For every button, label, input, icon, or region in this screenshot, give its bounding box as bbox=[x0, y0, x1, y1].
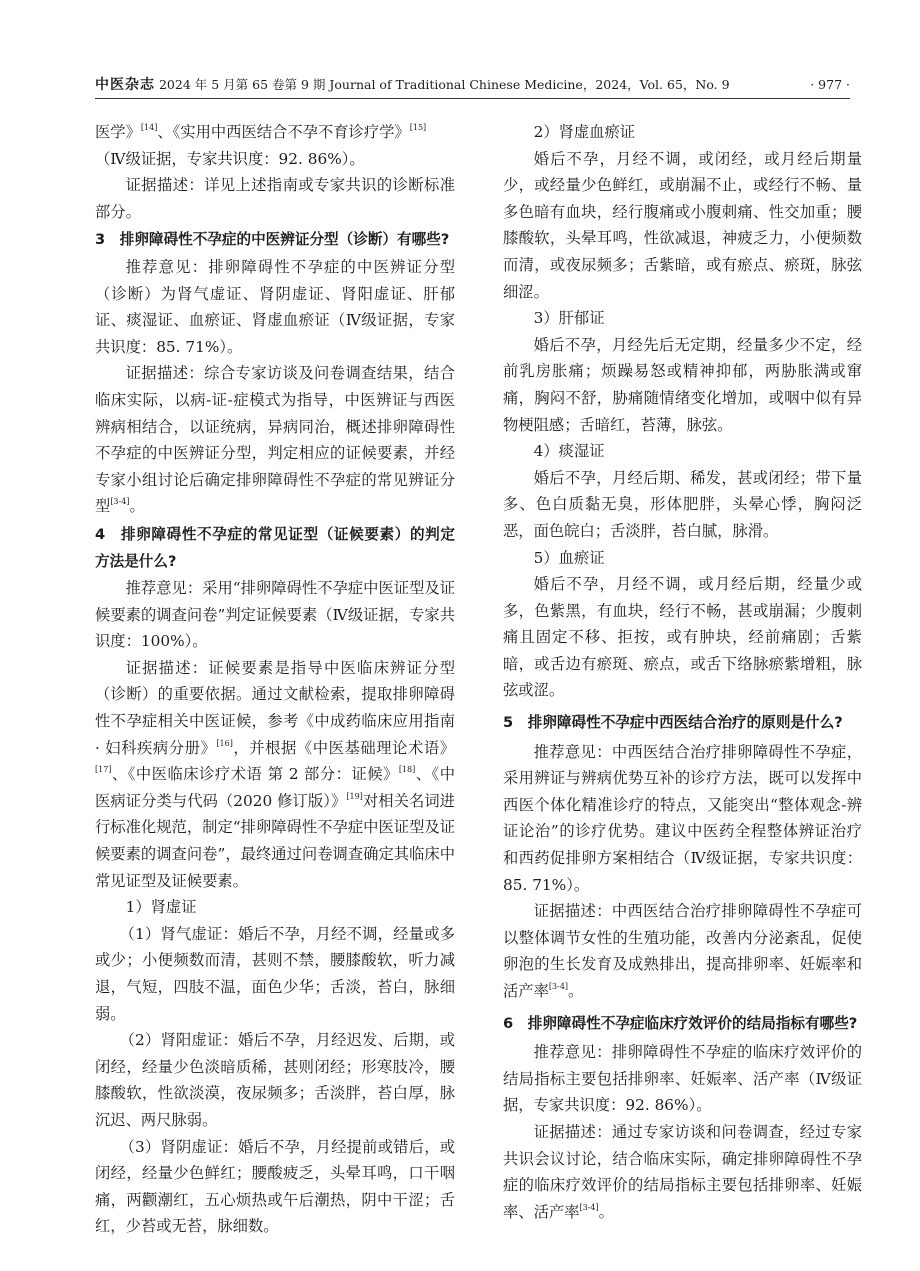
section-heading-3: 3 排卵障碍性不孕症的中医辨证分型（诊断）有哪些? bbox=[95, 231, 450, 249]
paragraph-refs: 医学》[14]、《实用中西医结合不孕不育诊疗学》[15] （Ⅳ级证据，专家共识度：92. 86%）。 bbox=[95, 123, 427, 168]
running-header bbox=[95, 76, 850, 99]
evidence-paragraph: 证据描述：综合专家访谈及问卷调查结果，结合临床实际，以病-证-症模式为指导，中医辨证与西医辨病相结合，以证统病，异病同治，概述排卵障碍性不孕症的中医辨证分型，判定相应的证候要素，并经专家小组讨论后确定排卵障碍性不孕症的常见辨证分型[3-4]。 bbox=[95, 364, 455, 516]
subsection-label: 4）痰湿证 bbox=[533, 442, 605, 461]
syndrome-description: 婚后不孕，月经不调，或月经后期，经量少或多，色紫黑，有血块，经行不畅，甚或崩漏；少腹刺痛且固定不移、拒按，或有肿块，经前痛剧；舌紫暗，或舌边有瘀斑、瘀点，或舌下络脉瘀紫增粗，脉弦或涩。 bbox=[503, 575, 862, 700]
left-column bbox=[95, 119, 455, 1240]
citation: [18] bbox=[398, 765, 416, 775]
citation: [16] bbox=[216, 738, 233, 748]
recommendation-paragraph: 推荐意见：排卵障碍性不孕症的中医辨证分型（诊断）为肾气虚证、肾阴虚证、肾阳虚证、肝郁证、痰湿证、血瘀证、肾虚血瘀证（Ⅳ级证据，专家共识度：85. 71%）。 bbox=[95, 257, 455, 356]
syndrome-description: （3）肾阴虚证：婚后不孕，月经提前或错后，或闭经，经量少色鲜红；腰酸疲乏，头晕耳鸣，口干咽痛，两颧潮红，五心烦热或午后潮热，阴中干涩；舌红，少苔或无苔，脉细数。 bbox=[95, 1137, 455, 1236]
recommendation-paragraph: 推荐意见：中西医结合治疗排卵障碍性不孕症，采用辨证与辨病优势互补的诊疗方法，既可以发挥中西医个体化精准诊疗的特点，又能突出“整体观念-辨证论治”的诊疗优势。建议中医药全程整体辨证治疗和西药促排卵方案相结合（Ⅳ级证据，专家共识度：85. 71%）。 bbox=[503, 742, 862, 894]
citation: [15] bbox=[409, 123, 427, 132]
journal-info: 2024 年 5 月第 65 卷第 9 期 Journal of Traditional Chinese Medicine，2024，Vol. 65，No. 9 bbox=[158, 77, 730, 92]
syndrome-description: 婚后不孕，月经不调，或闭经，或月经后期量少，或经量少色鲜红，或崩漏不止，或经行不畅、量多色暗有血块，经行腹痛或小腹刺痛、性交加重；腰膝酸软，头晕耳鸣，性欲减退，神疲乏力，小便频数而清，或夜尿频多；舌紫暗，或有瘀点、瘀斑，脉弦细涩。 bbox=[503, 149, 862, 301]
citation: [3-4] bbox=[579, 1202, 599, 1212]
citation: [19] bbox=[346, 791, 363, 801]
syndrome-description: 婚后不孕，月经先后无定期，经量多少不定，经前乳房胀痛；烦躁易怒或精神抑郁，两胁胀满或窜痛，胸闷不舒，胁痛随情绪变化增加，或咽中似有异物梗阻感；舌暗红，苔薄，脉弦。 bbox=[503, 335, 862, 434]
recommendation-paragraph: 推荐意见：排卵障碍性不孕症的临床疗效评价的结局指标主要包括排卵率、妊娠率、活产率（Ⅳ级证据，专家共识度：92. 86%）。 bbox=[503, 1043, 862, 1115]
syndrome-description: 婚后不孕，月经后期、稀发，甚或闭经；带下量多、色白质黏无臭，形体肥胖，头晕心悸，胸闷泛恶，面色皖白；舌淡胖，苔白腻，脉滑。 bbox=[503, 468, 862, 540]
evidence-paragraph: 证据描述：详见上述指南或专家共识的诊断标准部分。 bbox=[95, 176, 455, 221]
journal-logo: 中医杂志 bbox=[95, 77, 155, 93]
syndrome-description: （2）肾阳虚证：婚后不孕，月经迟发、后期，或闭经，经量少色淡暗质稀，甚则闭经；形寒肢冷，腰膝酸软，性欲淡漠，夜尿频多；舌淡胖，苔白厚，脉沉迟、两尺脉弱。 bbox=[95, 1031, 455, 1129]
citation: [17] bbox=[95, 765, 112, 775]
subsection-label: 1）肾虚证 bbox=[125, 898, 197, 917]
evidence-paragraph: 证据描述：中西医结合治疗排卵障碍性不孕症可以整体调节女性的生殖功能，改善内分泌紊乱，促使卵泡的生长发育及成熟排出，提高排卵率、妊娠率和活产率[3-4]。 bbox=[503, 902, 862, 1000]
subsection-label: 5）血瘀证 bbox=[533, 548, 605, 567]
section-heading-4: 4 排卵障碍性不孕症的常见证型（证候要素）的判定方法是什么? bbox=[95, 525, 455, 570]
evidence-paragraph: 证据描述：证候要素是指导中医临床辨证分型（诊断）的重要依据。通过文献检索，提取排卵障碍性不孕症相关中医证候，参考《中成药临床应用指南 · 妇科疾病分册》[16]，并根据《中医基础理论术语》[17]、《中医临床诊疗术语 第 2 部分：证候》[18]、《中医病证分类与代码（2020 修订版）》[19]对相关名词进行标准化规范，制定“排卵障碍性不孕症中医证型及证候要素的调查问卷”，最终通过问卷调查确定其临床中常见证型及证候要素。 bbox=[95, 658, 455, 890]
subsection-label: 3）肝郁证 bbox=[533, 309, 605, 328]
evidence-paragraph: 证据描述：通过专家访谈和问卷调查，经过专家共识会议讨论，结合临床实际，确定排卵障碍性不孕症的临床疗效评价的结局指标主要包括排卵率、妊娠率、活产率[3-4]。 bbox=[503, 1122, 862, 1221]
citation: [3-4] bbox=[548, 982, 569, 991]
recommendation-paragraph: 推荐意见：采用“排卵障碍性不孕症中医证型及证候要素的调查问卷”判定证候要素（Ⅳ级证据，专家共识度：100%）。 bbox=[95, 579, 455, 651]
citation: [3-4] bbox=[110, 497, 130, 507]
syndrome-description: （1）肾气虚证：婚后不孕，月经不调，经量或多或少；小便频数而清，甚则不禁，腰膝酸软，听力减退，气短，四肢不温，面色少华；舌淡，苔白，脉细弱。 bbox=[95, 924, 455, 1023]
page-number: · 977 · bbox=[810, 77, 850, 92]
subsection-label: 2）肾虚血瘀证 bbox=[533, 123, 636, 141]
section-heading-5: 5 排卵障碍性不孕症中西医结合治疗的原则是什么? bbox=[503, 714, 843, 732]
section-heading-6: 6 排卵障碍性不孕症临床疗效评价的结局指标有哪些? bbox=[503, 1014, 858, 1032]
citation: [14] bbox=[140, 123, 158, 132]
right-column bbox=[503, 119, 862, 1225]
